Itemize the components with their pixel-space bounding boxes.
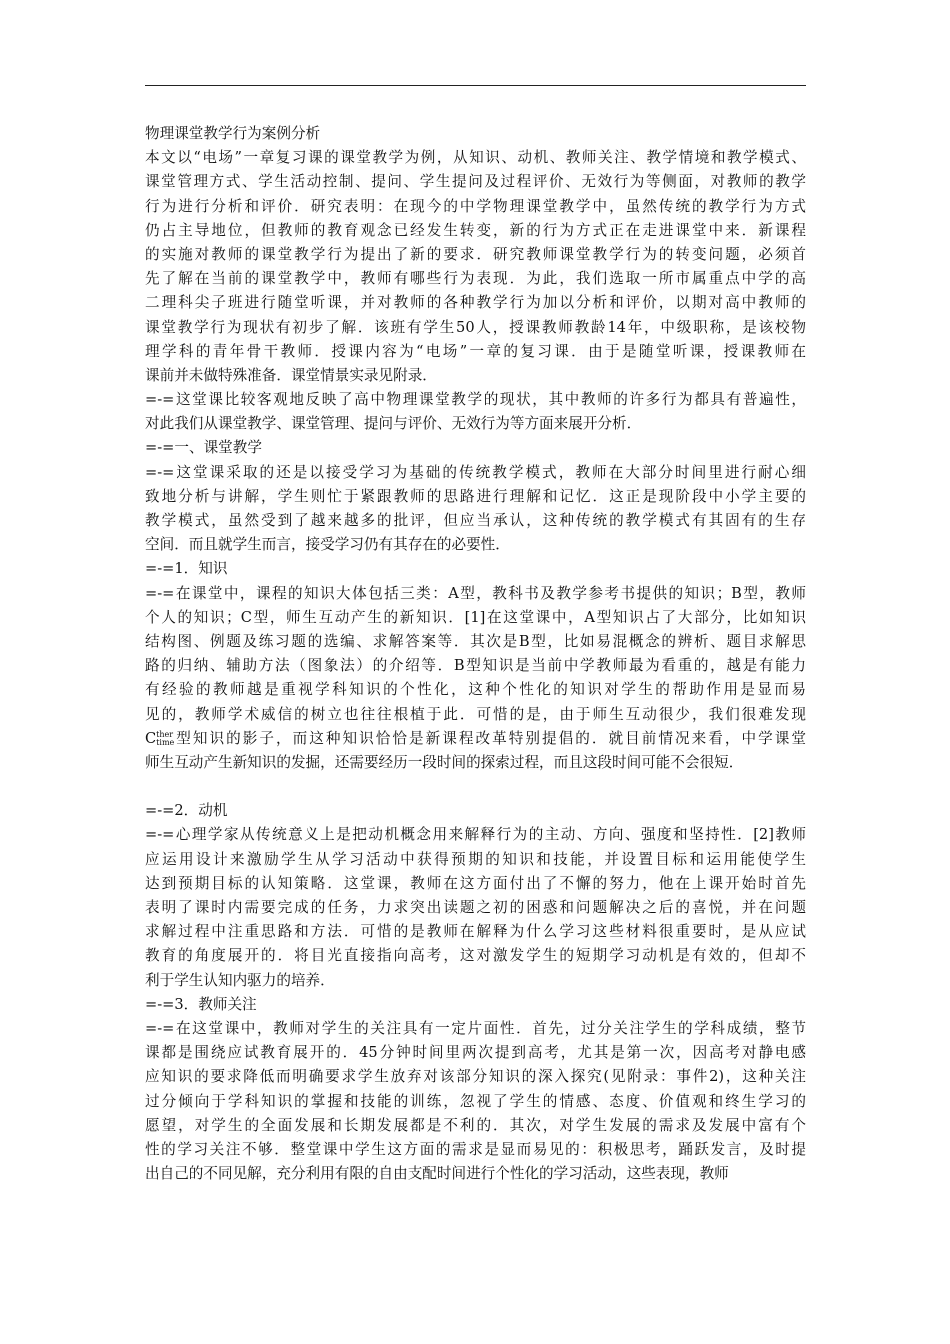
text-line: 对此我们从课堂教学、课堂管理、提问与评价、无效行为等方面来展开分析． xyxy=(145,415,642,433)
text-line: 表明了课时内需要完成的任务，力求突出读题之初的困惑和问题解决之后的喜悦，并在问题 xyxy=(145,899,806,916)
text-line: 路的归纳、辅助方法（图象法）的介绍等．B型知识是当前中学教师最为看重的，越是有能力 xyxy=(145,657,806,675)
blank-line xyxy=(145,775,806,799)
text-line: 过分倾向于学科知识的掌握和技能的训练，忽视了学生的情感、态度、价值观和终生学习的 xyxy=(145,1092,806,1110)
text-line: =-=一、课堂教学 xyxy=(145,439,262,457)
text-line: 致地分析与讲解，学生则忙于紧跟教师的思路进行理解和记忆．这正是现阶段中小学主要的 xyxy=(145,487,806,505)
text-line: 达到预期目标的认知策略．这堂课，教师在这方面付出了不懈的努力，他在上课开始时首先 xyxy=(145,874,806,892)
text-line: 课堂教学行为现状有初步了解．该班有学生50人，授课教师教龄14年，中级职称，是该校物 xyxy=(145,318,806,336)
text-line: 师生互动产生新知识的发掘，还需要经历一段时间的探索过程，而且这段时间可能不会很短． xyxy=(145,753,744,771)
text-line: 性的学习关注不够．整堂课中学生这方面的需求是显而易见的：积极思考，踊跃发言，及时提 xyxy=(145,1140,806,1158)
text-line: 先了解在当前的课堂教学中，教师有哪些行为表现．为此，我们选取一所市属重点中学的高 xyxy=(145,270,806,288)
superscript-text: ther xyxy=(156,729,174,739)
text-line: =-=3．教师关注 xyxy=(145,995,257,1013)
text-line: 的实施对教师的课堂教学行为提出了新的要求．研究教师课堂教学行为的转变问题，必须首 xyxy=(145,245,806,263)
text-line: 求解过程中注重思路和方法．可惜的是教师在解释为什么学习这些材料很重要时，是从应试 xyxy=(145,923,806,941)
stacked-fragment xyxy=(156,731,174,747)
text-line: 结构图、例题及练习题的选编、求解答案等．其次是B型，比如易混概念的辨析、题目求解思 xyxy=(145,632,806,650)
text-line: 行为进行分析和评价．研究表明：在现今的中学物理课堂教学中，虽然传统的教学行为方式 xyxy=(145,197,806,215)
text-fragment: 型知识的影子，而这种知识恰恰是新课程改革特别提倡的．就目前情况来看，中学课堂 xyxy=(174,729,806,747)
text-line: 仍占主导地位，但教师的教育观念已经发生转变，新的行为方式正在走进课堂中来．新课程 xyxy=(145,221,806,239)
text-line: 应知识的要求降低而明确要求学生放弃对该部分知识的深入探究(见附录：事件2)，这种关注 xyxy=(145,1068,806,1086)
header-rule xyxy=(145,85,806,86)
text-line: 有经验的教师越是重视学科知识的个性化，这种个性化的知识对学生的帮助作用是显而易 xyxy=(145,681,806,699)
text-line: =-=在这堂课中，教师对学生的关注具有一定片面性．首先，过分关注学生的学科成绩，整节 xyxy=(145,1019,806,1037)
text-line: 应运用设计来激励学生从学习活动中获得预期的知识和技能，并设置目标和运用能使学生 xyxy=(145,850,806,868)
text-line: =-=这堂课采取的还是以接受学习为基础的传统教学模式，教师在大部分时间里进行耐心细 xyxy=(145,463,806,481)
text-line: 见的，教师学术威信的树立也往往根植于此．可惜的是，由于师生互动很少，我们很难发现 xyxy=(145,705,806,723)
subscript-text: time xyxy=(156,737,175,747)
text-line: 教育的角度展开的．将目光直接指向高考，这对激发学生的短期学习动机是有效的，但却不 xyxy=(145,947,806,965)
text-line: 出自己的不同见解，充分利用有限的自由支配时间进行个性化的学习活动，这些表现，教师 xyxy=(145,1165,729,1183)
text-line: =-=在课堂中，课程的知识大体包括三类：A型，教科书及教学参考书提供的知识；B型，教师 xyxy=(145,584,806,602)
paragraph-lines xyxy=(145,146,806,1186)
text-line: 课都是围绕应试教育展开的．45分钟时间里两次提到高考，尤其是第一次，因高考对静电感 xyxy=(145,1044,806,1062)
text-line: 教学模式，虽然受到了越来越多的批评，但应当承认，这种传统的教学模式有其固有的生存 xyxy=(145,512,806,529)
text-line: 课堂管理方式、学生活动控制、提问、学生提问及过程评价、无效行为等侧面，对教师的教学 xyxy=(145,173,806,191)
text-line: =-=心理学家从传统意义上是把动机概念用来解释行为的主动、方向、强度和坚持性．[2]教师 xyxy=(145,826,806,844)
text-line: 本文以“电场”一章复习课的课堂教学为例，从知识、动机、教师关注、教学情境和教学模式、 xyxy=(145,149,806,167)
text-fragment: C xyxy=(145,729,157,747)
text-line: 二理科尖子班进行随堂听课，并对教师的各种教学行为加以分析和评价，以期对高中教师的 xyxy=(145,294,806,312)
text-line: 个人的知识；C型，师生互动产生的新知识．[1]在这堂课中，A型知识占了大部分，比如知识 xyxy=(145,608,806,626)
document-title: 物理课堂教学行为案例分析 xyxy=(145,125,321,142)
document-body xyxy=(145,122,806,1186)
text-line: =-=2．动机 xyxy=(145,802,228,820)
text-line: 理学科的青年骨干教师．授课内容为“电场”一章的复习课．由于是随堂听课，授课教师在 xyxy=(145,342,806,360)
text-line: 愿望，对学生的全面发展和长期发展都是不利的．其次，对学生发展的需求及发展中富有个 xyxy=(145,1116,806,1134)
text-line: 空间．而且就学生而言，接受学习仍有其存在的必要性． xyxy=(145,536,510,554)
text-line xyxy=(145,727,806,751)
text-line: =-=这堂课比较客观地反映了高中物理课堂教学的现状，其中教师的许多行为都具有普遍性， xyxy=(145,391,806,409)
text-line: 课前并未做特殊准备．课堂情景实录见附录． xyxy=(145,366,437,384)
text-line: =-=1．知识 xyxy=(145,560,228,578)
text-line: 利于学生认知内驱力的培养． xyxy=(145,971,335,989)
